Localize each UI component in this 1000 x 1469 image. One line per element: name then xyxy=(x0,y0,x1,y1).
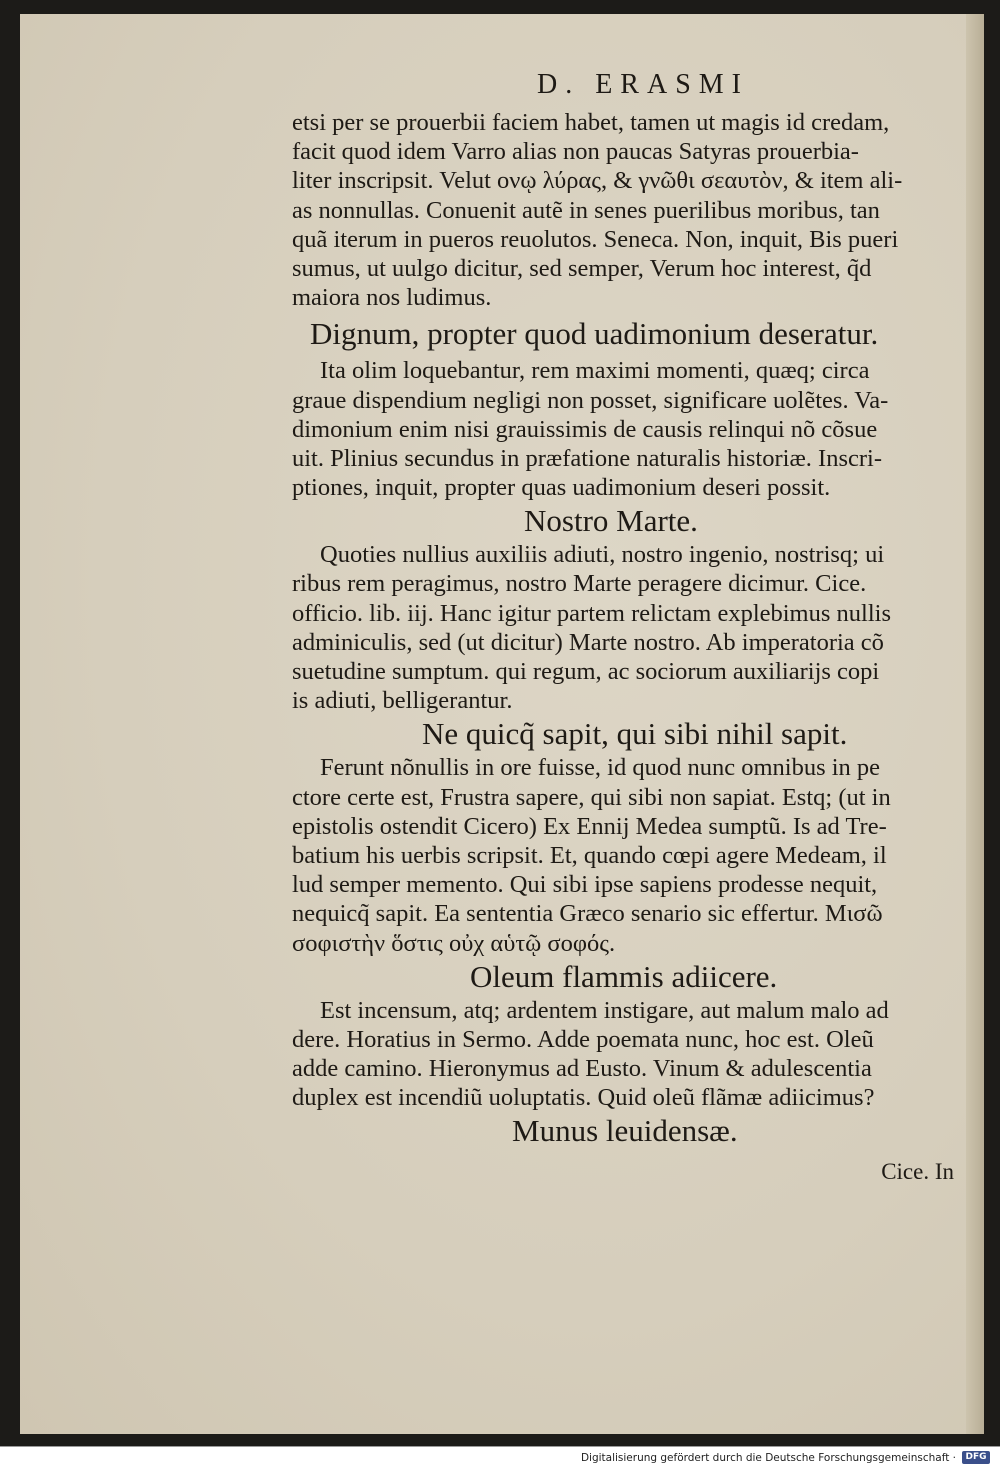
text-line: nequicq̃ sapit. Ea sententia Græco senario sic effertur. Μισῶ xyxy=(292,900,883,928)
running-head: D. ERASMI xyxy=(536,69,749,100)
text-line: as nonnullas. Conuenit autẽ in senes puerilibus moribus, tan xyxy=(292,196,880,224)
text-line: epistolis ostendit Cicero) Ex Ennij Medea sumptũ. Is ad Tre- xyxy=(292,812,887,840)
text-line: Ita olim loquebantur, rem maximi momenti, quæq; circa xyxy=(320,357,870,385)
footer-credit: Digitalisierung gefördert durch die Deutsche Forschungsgemeinschaft · xyxy=(580,1452,956,1464)
text-line: σοφιστὴν ὅστις οὐχ αὑτῷ σοφός. xyxy=(292,929,616,957)
section-heading: Oleum flammis adiicere. xyxy=(470,958,778,994)
dfg-logo-icon: DFG xyxy=(962,1451,990,1464)
text-line: is adiuti, belligerantur. xyxy=(292,687,513,715)
section-heading: Munus leuidensæ. xyxy=(512,1113,738,1149)
text-line: officio. lib. iij. Hanc igitur partem relictam explebimus nullis xyxy=(292,599,891,627)
page-text xyxy=(292,62,964,1192)
footer-bar xyxy=(0,1446,1000,1469)
book-page xyxy=(20,14,984,1434)
text-line: duplex est incendiũ uoluptatis. Quid oleũ flãmæ adiicimus? xyxy=(292,1084,875,1112)
text-line: liter inscripsit. Velut ονῳ λύρας, & γνῶθι σεαυτὸν, & item ali- xyxy=(292,167,903,195)
text-line: ribus rem peragimus, nostro Marte peragere dicimur. Cice. xyxy=(292,570,867,598)
text-line: ctore certe est, Frustra sapere, qui sibi non sapiat. Estq; (ut in xyxy=(292,783,891,811)
section-heading: Ne quicq̃ sapit, qui sibi nihil sapit. xyxy=(422,716,848,752)
paragraph-1 xyxy=(292,108,964,312)
text-line: suetudine sumptum. qui regum, ac sociorum auxiliarijs copi xyxy=(292,658,880,685)
paragraph-4 xyxy=(292,753,964,957)
paragraph-2 xyxy=(292,356,964,502)
text-line: etsi per se prouerbii faciem habet, tamen ut magis id credam, xyxy=(292,109,890,136)
text-line: facit quod idem Varro alias non paucas Satyras prouerbia- xyxy=(292,138,859,166)
text-line: lud semper memento. Qui sibi ipse sapiens prodesse nequit, xyxy=(292,871,878,899)
text-line: adminiculis, sed (ut dicitur) Marte nostro. Ab imperatoria cõ xyxy=(292,628,884,656)
text-line: quã iterum in pueros reuolutos. Seneca. Non, inquit, Bis pueri xyxy=(292,225,899,253)
section-heading: Dignum, propter quod uadimonium deseratur. xyxy=(310,316,879,352)
text-line: Est incensum, atq; ardentem instigare, aut malum malo ad xyxy=(320,996,889,1024)
section-heading: Nostro Marte. xyxy=(524,503,698,539)
text-line: Ferunt nõnullis in ore fuisse, id quod nunc omnibus in pe xyxy=(320,754,881,782)
text-line: graue dispendium negligi non posset, significare uolẽtes. Va- xyxy=(292,386,889,414)
text-line: uit. Plinius secundus in præfatione naturalis historiæ. Inscri- xyxy=(292,444,882,472)
text-line: Quoties nullius auxiliis adiuti, nostro ingenio, nostrisq; ui xyxy=(320,541,885,569)
text-line: sumus, ut uulgo dicitur, sed semper, Verum hoc interest, q̃d xyxy=(292,254,872,282)
text-line: batium his uerbis scripsit. Et, quando cœpi agere Medeam, il xyxy=(292,841,887,869)
text-line: maiora nos ludimus. xyxy=(292,284,492,312)
paragraph-5 xyxy=(292,996,964,1113)
text-line: adde camino. Hieronymus ad Eusto. Vinum & adulescentia xyxy=(292,1055,872,1083)
catchword: Cice. In xyxy=(881,1159,954,1185)
text-line: ptiones, inquit, propter quas uadimonium deseri possit. xyxy=(292,474,831,502)
paragraph-3 xyxy=(292,540,964,715)
text-line: dere. Horatius in Sermo. Adde poemata nunc, hoc est. Oleũ xyxy=(292,1025,874,1053)
text-line: dimonium enim nisi grauissimis de causis relinqui nõ cõsue xyxy=(292,415,878,443)
page-edge xyxy=(966,14,984,1434)
